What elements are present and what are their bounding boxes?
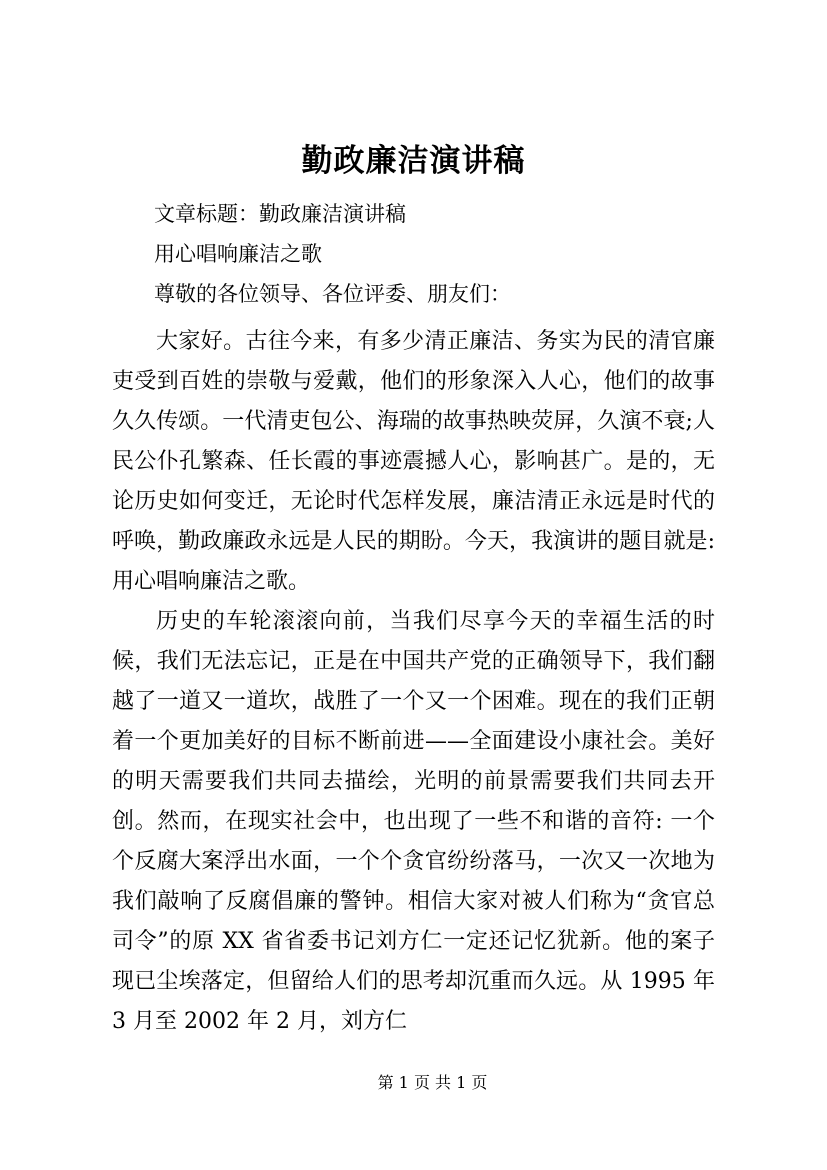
page-number-indicator: 第 1 页 共 1 页 — [377, 1073, 488, 1092]
paragraph-2: 历史的车轮滚滚向前，当我们尽享今天的幸福生活的时候，我们无法忘记，正是在中国共产党的正确领导下，我们翻越了一道又一道坎，战胜了一个又一个困难。现在的我们正朝着一个更加美好的目标不断前进——全面建设小康社会。美好的明天需要我们共同去描绘，光明的前景需要我们共同去开创。然而，在现实社会中，也出现了一些不和谐的音符: 一个个反腐大案浮出水面，一个个贪官纷纷落马，一次又一次地为我们敲响了反腐倡廉的警钟。相信大家对被人们称为“贪官总司令”的原 XX 省省委书记刘方仁一定还记忆犹新。他的案子现已尘埃落定，但留给人们的思考却沉重而久远。从 1995 年 3 月至 2002 年 2 月，刘方仁 — [112, 609, 715, 1034]
meta-line-article-title: 文章标题：勤政廉洁演讲稿 — [154, 202, 406, 226]
page-footer — [0, 1072, 827, 1094]
meta-line-speech-subtitle: 用心唱响廉洁之歌 — [154, 242, 322, 266]
meta-line-salutation: 尊敬的各位领导、各位评委、朋友们： — [154, 282, 511, 306]
document-title: 勤政廉洁演讲稿 — [301, 143, 526, 179]
paragraph-1: 大家好。古往今来，有多少清正廉洁、务实为民的清官廉吏受到百姓的崇敬与爱戴，他们的形象深入人心，他们的故事久久传颂。一代清吏包公、海瑞的故事热映荧屏，久演不衰;人民公仆孔繁森、任长霞的事迹震撼人心，影响甚广。是的，无论历史如何变迁，无论时代怎样发展，廉洁清正永远是时代的呼唤，勤政廉政永远是人民的期盼。今天，我演讲的题目就是: 用心唱响廉洁之歌。 — [112, 329, 715, 594]
document-content — [112, 140, 715, 1042]
